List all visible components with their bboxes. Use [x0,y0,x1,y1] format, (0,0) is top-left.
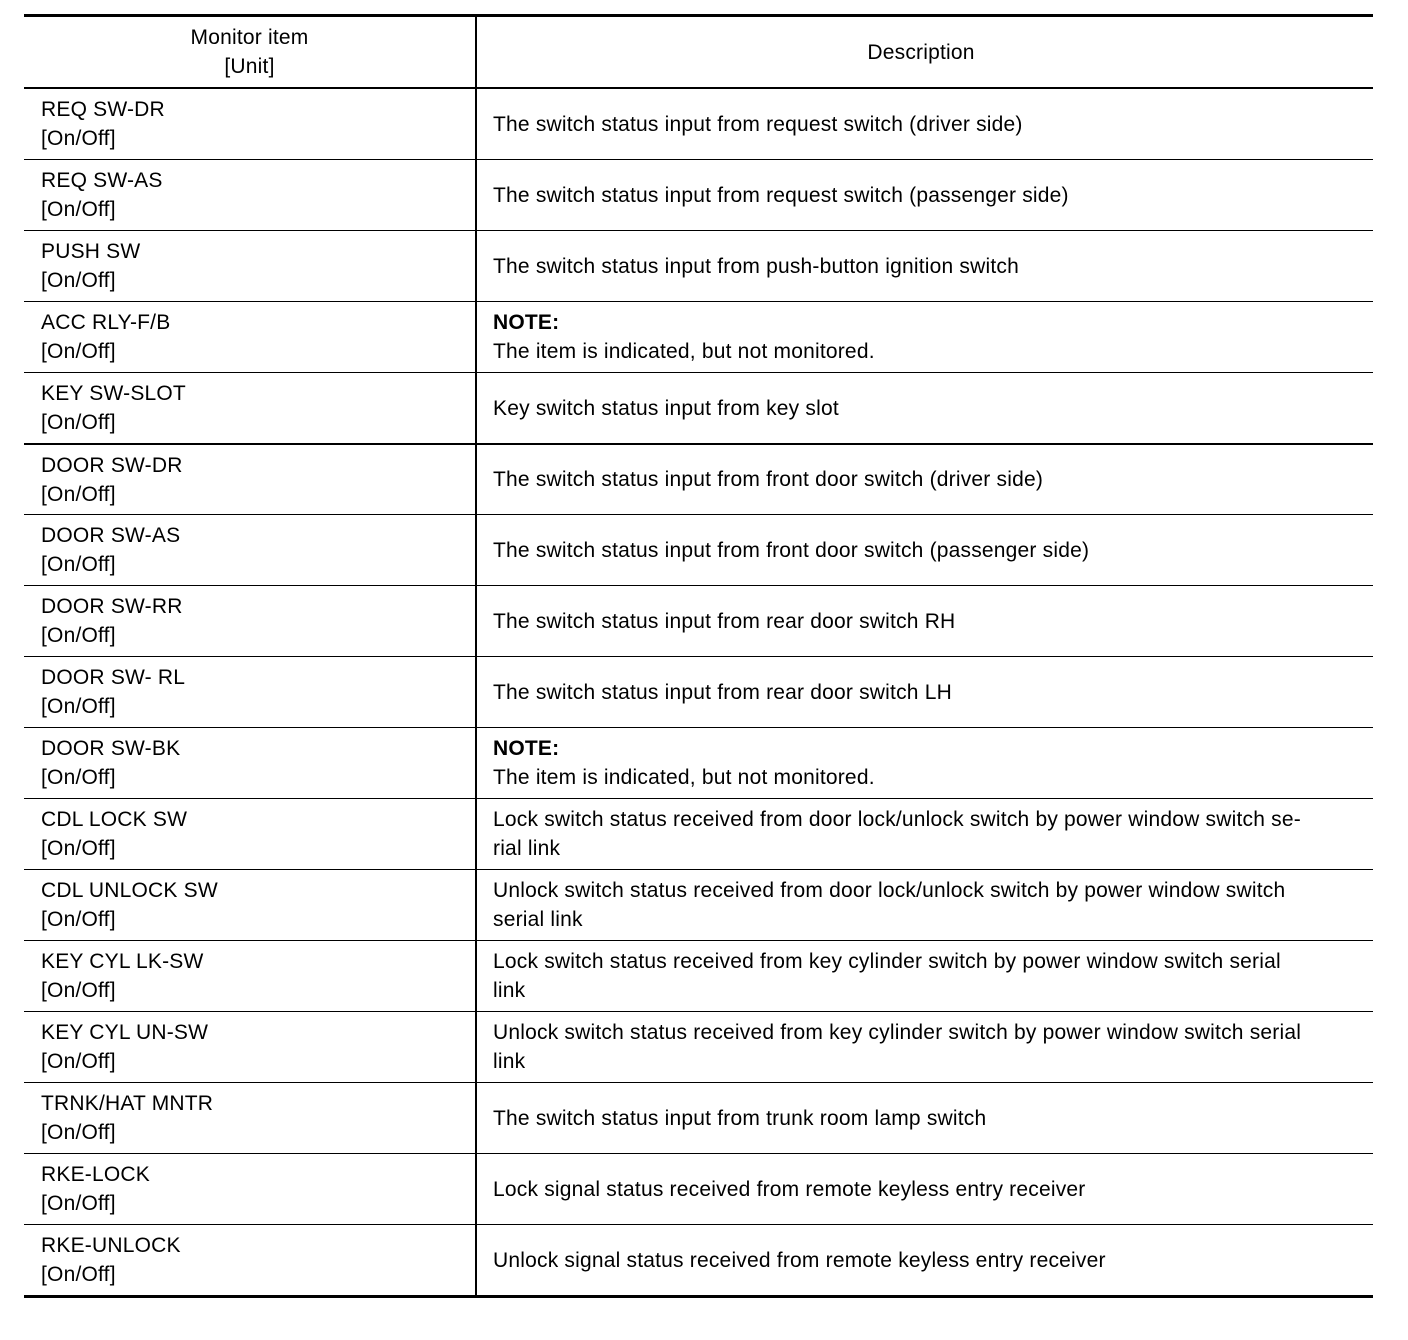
monitor-item-unit: [On/Off] [41,624,116,647]
table-row [24,443,1373,514]
description-cell [477,1154,1373,1224]
monitor-item-name: KEY CYL UN-SW [41,1021,209,1044]
monitor-item-cell [24,1154,477,1224]
description-text-line1: Lock switch status received from key cylinder switch by power window switch serial [493,950,1281,973]
monitor-item-cell [24,515,477,585]
table-row [24,230,1373,301]
monitor-item-unit: [On/Off] [41,411,116,434]
table-row [24,727,1373,798]
monitor-item-table [24,14,1373,1298]
header-description-label: Description [867,40,975,64]
description-text: Key switch status input from key slot [493,396,839,420]
monitor-item-unit: [On/Off] [41,766,116,789]
description-cell [477,870,1373,940]
monitor-item-name: ACC RLY-F/B [41,311,171,334]
monitor-item-name: PUSH SW [41,240,141,263]
monitor-item-unit: [On/Off] [41,198,116,221]
monitor-item-cell [24,160,477,230]
table-row [24,159,1373,230]
description-text: The switch status input from request switch (passenger side) [493,183,1069,207]
description-text: The switch status input from front door switch (driver side) [493,468,1044,491]
description-text: The switch status input from front door switch (passenger side) [493,538,1090,562]
description-text-line2: link [493,979,526,1002]
table-row [24,656,1373,727]
table-row [24,88,1373,159]
monitor-item-cell [24,1225,477,1295]
monitor-item-name: REQ SW-AS [41,169,163,192]
description-cell [477,799,1373,869]
monitor-item-name: TRNK/HAT MNTR [41,1092,214,1115]
table-row [24,301,1373,372]
description-cell [477,941,1373,1011]
monitor-item-cell [24,302,477,372]
monitor-item-name: RKE-UNLOCK [41,1234,181,1257]
monitor-item-cell [24,728,477,798]
description-cell [477,515,1373,585]
description-text-line2: rial link [493,837,561,860]
table-row [24,1082,1373,1153]
header-monitor-item [24,17,477,87]
monitor-item-unit: [On/Off] [41,695,116,718]
monitor-item-cell [24,445,477,514]
description-text: The switch status input from rear door switch LH [493,680,952,704]
description-text: The item is indicated, but not monitored. [493,340,875,363]
monitor-item-name: CDL UNLOCK SW [41,879,218,902]
description-text: Lock signal status received from remote keyless entry receiver [493,1177,1086,1201]
table-row [24,514,1373,585]
monitor-item-cell [24,1012,477,1082]
description-text-line1: Unlock switch status received from door lock/unlock switch by power window switch [493,879,1286,902]
monitor-item-cell [24,870,477,940]
monitor-item-name: CDL LOCK SW [41,808,188,831]
note-label: NOTE: [493,737,560,760]
monitor-item-name: KEY CYL LK-SW [41,950,204,973]
monitor-item-name: DOOR SW-BK [41,737,181,760]
table-header-row [24,17,1373,88]
description-text-line1: Unlock switch status received from key cylinder switch by power window switch serial [493,1021,1302,1044]
monitor-item-name: DOOR SW- RL [41,666,186,689]
table-row [24,585,1373,656]
description-cell [477,1225,1373,1295]
description-cell [477,231,1373,301]
monitor-item-cell [24,941,477,1011]
table-row [24,1011,1373,1082]
description-text: Unlock signal status received from remote keyless entry receiver [493,1248,1106,1272]
table-row [24,372,1373,443]
description-cell [477,728,1373,798]
note-label: NOTE: [493,311,560,334]
description-cell [477,445,1373,514]
monitor-item-unit: [On/Off] [41,908,116,931]
header-monitor-item-label: Monitor item [190,26,309,49]
monitor-item-name: DOOR SW-RR [41,595,183,618]
table-row [24,798,1373,869]
header-description [477,17,1373,87]
description-cell [477,1083,1373,1153]
table-row [24,869,1373,940]
description-cell [477,160,1373,230]
description-cell [477,657,1373,727]
monitor-item-unit: [On/Off] [41,482,116,506]
monitor-item-name: DOOR SW-DR [41,453,183,477]
monitor-item-cell [24,89,477,159]
description-cell [477,302,1373,372]
monitor-item-cell [24,231,477,301]
description-cell [477,1012,1373,1082]
table-row [24,1224,1373,1295]
table-row [24,940,1373,1011]
monitor-item-unit: [On/Off] [41,1192,116,1215]
description-text: The switch status input from trunk room lamp switch [493,1106,987,1130]
monitor-item-unit: [On/Off] [41,127,116,150]
monitor-item-unit: [On/Off] [41,1050,116,1073]
monitor-item-unit: [On/Off] [41,269,116,292]
table-row [24,1153,1373,1224]
monitor-item-cell [24,657,477,727]
description-text-line1: Lock switch status received from door lock/unlock switch by power window switch se- [493,808,1301,831]
header-unit-label: [Unit] [224,55,275,78]
description-text: The switch status input from rear door switch RH [493,609,956,633]
description-text: The switch status input from request switch (driver side) [493,112,1023,136]
monitor-item-cell [24,799,477,869]
monitor-item-name: DOOR SW-AS [41,524,181,547]
description-text-line2: link [493,1050,526,1073]
monitor-item-unit: [On/Off] [41,837,116,860]
monitor-item-unit: [On/Off] [41,340,116,363]
monitor-item-unit: [On/Off] [41,979,116,1002]
monitor-item-cell [24,586,477,656]
description-text: The switch status input from push-button ignition switch [493,254,1019,278]
monitor-item-unit: [On/Off] [41,1263,116,1286]
description-cell [477,89,1373,159]
monitor-item-unit: [On/Off] [41,1121,116,1144]
description-cell [477,586,1373,656]
monitor-item-name: KEY SW-SLOT [41,382,186,405]
description-text-line2: serial link [493,908,583,931]
monitor-item-cell [24,373,477,443]
description-cell [477,373,1373,443]
monitor-item-unit: [On/Off] [41,553,116,576]
monitor-item-cell [24,1083,477,1153]
monitor-item-name: RKE-LOCK [41,1163,150,1186]
description-text: The item is indicated, but not monitored. [493,766,875,789]
monitor-item-name: REQ SW-DR [41,98,165,121]
